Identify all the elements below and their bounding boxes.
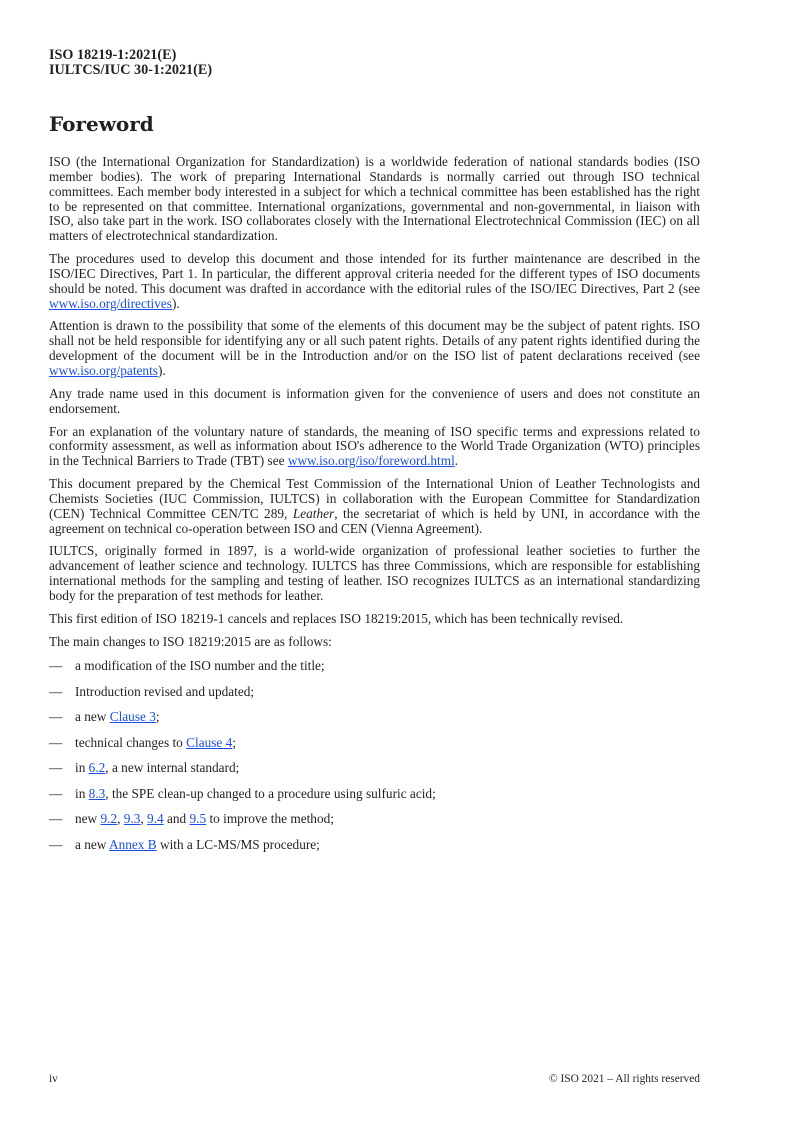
document-identifier [49,48,212,78]
clause-4-link[interactable]: Clause 4 [186,734,233,750]
text: Attention is drawn to the possibility that some of the elements of this document may be the subject of patent rights. ISO shall not be held responsible for identifying any or all such patent rights. Details of any patent rights identified during the development of the document will be in the Introduction and/or on the ISO list of patent declarations received (see [49,318,700,364]
page-footer [49,1073,700,1085]
text: a modification of the ISO number and the title; [75,658,325,674]
list-item [49,787,700,802]
section-9-3-link[interactable]: 9.3 [123,811,141,827]
text: Introduction revised and updated; [75,683,255,699]
section-6-2-link[interactable]: 6.2 [88,760,106,776]
text: ; [232,734,237,750]
dash-bullet: — [49,836,63,852]
list-item [49,710,700,725]
dash-bullet: — [49,709,63,725]
changes-list [49,659,700,852]
clause-3-link[interactable]: Clause 3 [109,709,156,725]
text: , [117,811,124,827]
text: For an explanation of the voluntary nature of standards, the meaning of ISO specific terms and expressions related to conformity assessment, as well as information about ISO's adherence to the World Trade Organization (WTO) principles in the Technical Barriers to Trade (TBT) see [49,423,700,469]
text: . [454,453,459,469]
paragraph-trade-name: Any trade name used in this document is information given for the convenience of users and does not constitute an endorsement. [49,385,700,416]
section-8-3-link[interactable]: 8.3 [88,785,106,801]
text: to improve the method; [206,811,334,827]
paragraph-iultcs: IULTCS, originally formed in 1897, is a world-wide organization of professional leather societies to further the advancement of leather science and technology. IULTCS has three Commissions, which are responsible for establishing international methods for the sampling and testing of leather. ISO recognizes IULTCS as an international standardizing body for the preparation of test methods for leather. [49,543,700,603]
paragraph-main-changes: The main changes to ISO 18219:2015 are as follows: [49,633,332,649]
iso-number: ISO 18219-1:2021(E) [49,47,177,63]
foreword-body [49,155,700,863]
text: in [75,760,89,776]
paragraph-iso-intro: ISO (the International Organization for Standardization) is a worldwide federation of national standards bodies (ISO member bodies). The work of preparing International Standards is normally carried out through ISO technical committees. Each member body interested in a subject for which a technical committee has been established has the right to be represented on that committee. International organizations, governmental and non-governmental, in liaison with ISO, also take part in the work. ISO collaborates closely with the International Electrotechnical Commission (IEC) on all matters of electrotechnical standardization. [49,154,700,244]
section-9-4-link[interactable]: 9.4 [147,811,164,827]
list-item [49,659,700,674]
list-item [49,736,700,751]
text: with a LC-MS/MS procedure; [156,836,320,852]
text: new [75,811,101,827]
text: , a new internal standard; [105,760,240,776]
text: The procedures used to develop this document and those intended for its further maintenance are described in the ISO/IEC Directives, Part 1. In particular, the different approval criteria needed for the different types of ISO documents should be noted. This document was drafted in accordance with the editorial rules of the ISO/IEC Directives, Part 2 (see [49,251,700,296]
paragraph-edition: This first edition of ISO 18219-1 cancels and replaces ISO 18219:2015, which has been technically revised. [49,610,624,626]
copyright-notice: © ISO 2021 – All rights reserved [548,1073,700,1085]
patents-link[interactable]: www.iso.org/patents [49,362,158,378]
text: in [75,785,89,801]
iultcs-number: IULTCS/IUC 30-1:2021(E) [49,62,213,78]
italic-text: Leather [292,505,335,521]
annex-b-link[interactable]: Annex B [108,836,157,852]
paragraph-prepared-by [49,477,700,536]
directives-link[interactable]: www.iso.org/directives [49,295,172,311]
dash-bullet: — [49,658,63,674]
list-item [49,685,700,700]
list-item [49,812,700,827]
list-item [49,761,700,776]
dash-bullet: — [49,760,63,776]
text: ). [171,295,180,311]
text: and [163,811,190,827]
text: This document prepared by the Chemical Test Commission of the International Union of Leather Technologists and Chemists Societies (IUC Commission, IULTCS) in collaboration with the European Committee for Standardization (CEN) Technical Committee CEN/TC 289, [49,476,700,521]
dash-bullet: — [49,785,63,801]
text: ; [155,709,160,725]
paragraph-patents [49,319,700,378]
dash-bullet: — [49,683,63,699]
text: , the secretariat of which is held by UNI, in accordance with the agreement on technical co-operation between ISO and CEN (Vienna Agreement). [49,505,700,536]
page-number: iv [49,1073,58,1085]
dash-bullet: — [49,811,63,827]
text: , the SPE clean-up changed to a procedure using sulfuric acid; [105,785,436,801]
text: , [140,811,148,827]
dash-bullet: — [49,734,63,750]
section-9-5-link[interactable]: 9.5 [189,811,207,827]
list-item [49,838,700,853]
section-9-2-link[interactable]: 9.2 [100,811,118,827]
page-title: Foreword [49,112,154,136]
paragraph-procedures [49,252,700,311]
text: a new [75,709,110,725]
paragraph-voluntary-nature [49,425,700,470]
foreword-link[interactable]: www.iso.org/iso/foreword.html [287,453,455,469]
text: a new [75,836,109,852]
text: technical changes to [75,734,187,750]
text: ). [157,362,166,378]
